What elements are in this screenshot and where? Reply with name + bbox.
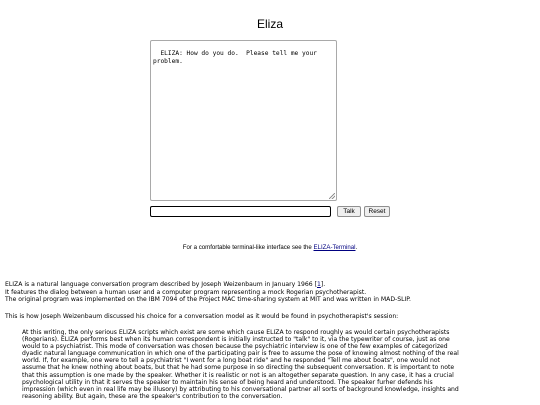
intro-line-1-text: ELIZA is a natural language conversation program described by Joseph Weizenbaum in January 1966 [ [5, 281, 317, 288]
intro-line-1 [5, 281, 535, 289]
conversation-transcript[interactable] [150, 40, 337, 201]
resize-grip-icon[interactable] [329, 193, 335, 199]
reset-button[interactable]: Reset [364, 206, 390, 217]
terminal-note-suffix: . [355, 244, 358, 251]
terminal-note-prefix: For a comfortable terminal-like interface see the [182, 244, 314, 251]
user-input[interactable] [150, 206, 331, 217]
transcript-text: ELIZA: How do you do. Please tell me your problem. [153, 50, 321, 65]
quote-line: assume that he knew nothing about boats, but that he had some purpose in so directing the subsequent conversation. It is important to note [22, 364, 455, 372]
intro-paragraph [5, 281, 535, 304]
quote-line: would to a psychiatrist. This mode of conversation was chosen because the psychiatric interview is one of the few examples of categorized [22, 343, 448, 351]
quote-line: impression (which even in real life may be illusory) by attributing to his conversational partner all sorts of background knowledge, insights and [22, 385, 459, 393]
quote-line: At this writing, the only serious ELIZA scripts which exist are some which cause ELIZA to respond roughly as would certain psychotherapists [22, 329, 450, 336]
quote-line: psychological utility in that it serves the speaker to maintain his sense of being heard and understood. The speaker furher defends his [22, 378, 433, 386]
chat-input-row [150, 206, 410, 217]
intro-line-2: It features the dialog between a human user and a computer program representing a mock Rogerian psychotherapist. [5, 288, 367, 296]
footnote-link[interactable]: 1 [317, 281, 321, 288]
terminal-note [0, 244, 540, 251]
quote-line: that this assumption is one made by the speaker. Whether it is realistic or not is an altogether separate question. In any case, it has a crucial [22, 371, 454, 379]
talk-button[interactable]: Talk [337, 206, 361, 217]
page-title: Eliza [256, 17, 283, 31]
how-note: This is how Joseph Weizenbaum discussed his choice for a conversation model as it would be found in psychotherapist's session: [5, 313, 399, 320]
weizenbaum-quote [22, 329, 522, 400]
quote-line: dyadic natural language communication in which one of the participating pair is free to assume the pose of knowing almost nothing of the real [22, 350, 459, 358]
quote-line: reasoning ability. But again, these are the speaker's contribution to the conversation. [22, 392, 283, 400]
intro-line-1-end: ]. [320, 281, 326, 288]
eliza-terminal-link[interactable]: ELIZA-Terminal [313, 244, 356, 251]
intro-line-3: The original program was implemented on the IBM 7094 of the Project MAC time-sharing system at MIT and was written in MAD-SLIP. [5, 296, 411, 303]
quote-line: world. If, for example, one were to tell a psychiatrist "I went for a long boat ride" and he responded "Tell me about boats", one would not [22, 357, 440, 365]
quote-line: (Rogerians). ELIZA performs best when its human correspondent is initially instructed to "talk" to it, via the typewriter of course, just as one [22, 336, 450, 344]
